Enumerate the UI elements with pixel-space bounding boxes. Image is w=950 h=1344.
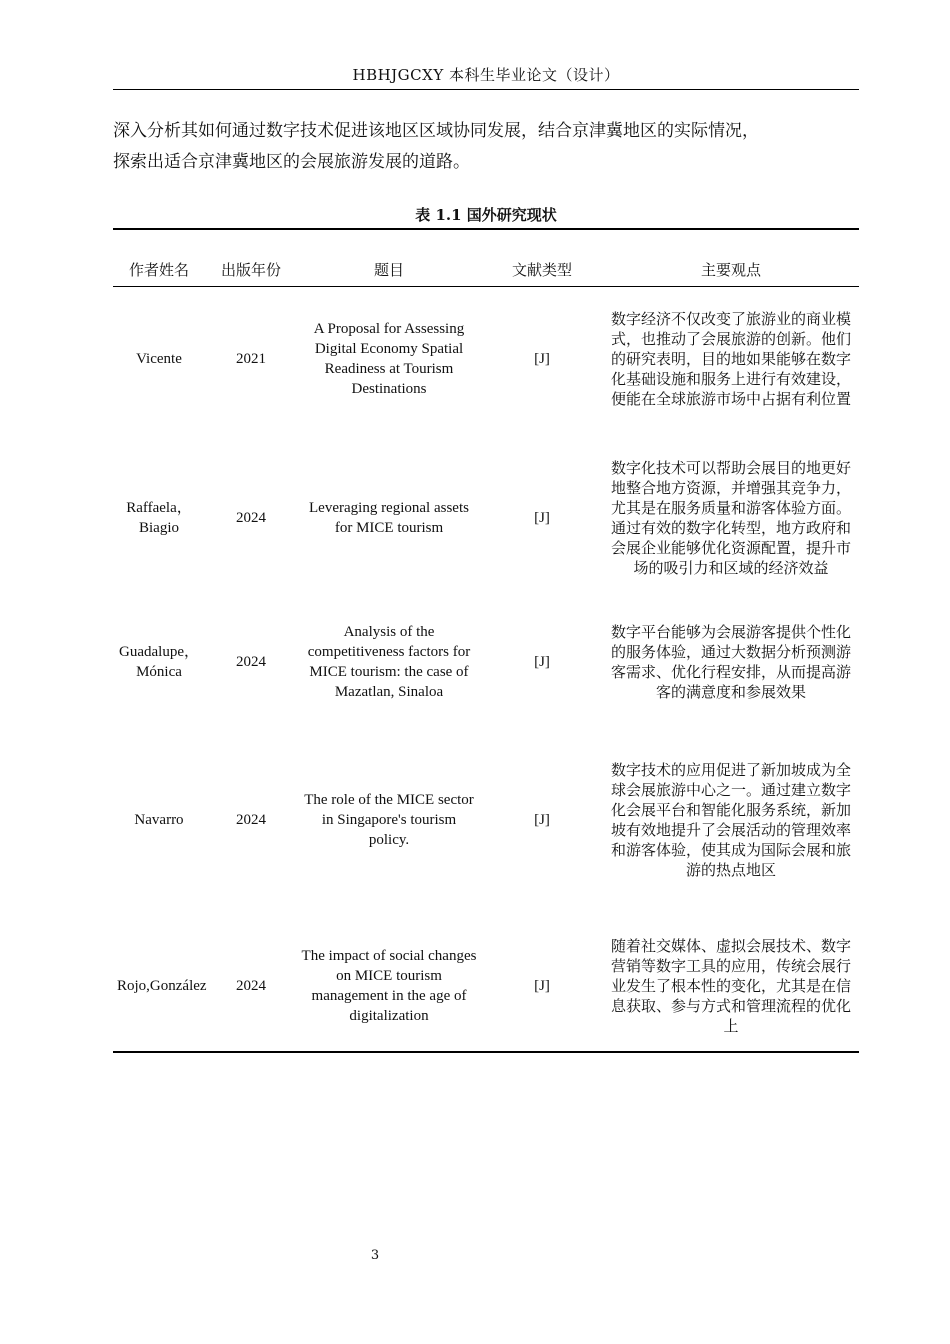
cell-type: [J] xyxy=(534,654,550,670)
cell-view: 数字技术的应用促进了新加坡成为全球会展旅游中心之一。通过建立数字化会展平台和智能化服务系统，新加坡有效地提升了会展活动的管理效率和游客体验，使其成为国际会展和旅游的热点地区 xyxy=(610,761,851,879)
table-row xyxy=(113,920,859,1052)
cell-view: 数字化技术可以帮助会展目的地更好地整合地方资源，并增强其竞争力，尤其是在服务质量和游客体验方面。通过有效的数字化转型，地方政府和会展企业能够优化资源配置，提升市场的吸引力和区域的经济效益 xyxy=(610,459,851,577)
cell-title: Analysis of the competitiveness factors for MICE tourism: the case of Mazatlan, Sinaloa xyxy=(307,624,471,700)
cell-type: [J] xyxy=(534,977,550,994)
cell-author: Raffaela，Biagio xyxy=(126,500,192,536)
table-row xyxy=(113,720,859,920)
cell-year: 2024 xyxy=(236,654,266,670)
cell-type: [J] xyxy=(534,510,550,526)
table-row xyxy=(113,286,859,432)
cell-view: 数字平台能够为会展游客提供个性化的服务体验，通过大数据分析预测游客需求、优化行程安排，从而提高游客的满意度和参展效果 xyxy=(610,623,851,701)
cell-year: 2024 xyxy=(236,977,266,994)
col-type: 文献类型 xyxy=(511,260,572,279)
col-year: 出版年份 xyxy=(220,260,281,279)
col-author: 作者姓名 xyxy=(128,260,189,279)
cell-year: 2024 xyxy=(236,812,266,828)
cell-title: The impact of social changes on MICE tourism management in the age of digitalization xyxy=(301,947,477,1024)
table-caption: 表 1.1 国外研究现状 xyxy=(415,206,557,224)
running-header: HBHJGCXY 本科生毕业论文（设计） xyxy=(113,64,859,90)
cell-author: Vicente xyxy=(136,351,182,368)
page-number: 3 xyxy=(370,1248,380,1263)
cell-view: 数字经济不仅改变了旅游业的商业模式，也推动了会展旅游的创新。他们的研究表明，目的地如果能够在数字化基础设施和服务上进行有效建设，便能在全球旅游市场中占据有利位置 xyxy=(610,310,851,409)
cell-author: Guadalupe，Mónica xyxy=(119,644,199,680)
cell-title: Leveraging regional assets for MICE tourism xyxy=(309,500,469,536)
body-paragraph xyxy=(113,116,859,178)
body-line-2: 探索出适合京津冀地区的会展旅游发展的道路。 xyxy=(113,152,470,172)
cell-year: 2024 xyxy=(236,510,266,526)
table-row xyxy=(113,604,859,720)
literature-table xyxy=(113,228,859,1053)
cell-year: 2021 xyxy=(236,351,266,368)
col-view: 主要观点 xyxy=(700,260,761,279)
cell-type: [J] xyxy=(534,351,550,368)
cell-author: Rojo,González xyxy=(117,977,207,994)
cell-view: 随着社交媒体、虚拟会展技术、数字营销等数字工具的应用，传统会展行业发生了根本性的变化，尤其是在信息获取、参与方式和管理流程的优化上 xyxy=(610,936,851,1035)
cell-type: [J] xyxy=(534,812,550,828)
body-line-1: 深入分析其如何通过数字技术促进该地区区域协同发展，结合京津冀地区的实际情况， xyxy=(113,121,759,141)
table-header-row xyxy=(113,229,859,286)
table-row xyxy=(113,432,859,604)
cell-title: The role of the MICE sector in Singapore's tourism policy. xyxy=(304,792,474,848)
cell-title: A Proposal for Assessing Digital Economy Spatial Readiness at Tourism Destinations xyxy=(313,321,465,398)
cell-author: Navarro xyxy=(134,812,184,828)
col-title: 题目 xyxy=(373,260,404,279)
